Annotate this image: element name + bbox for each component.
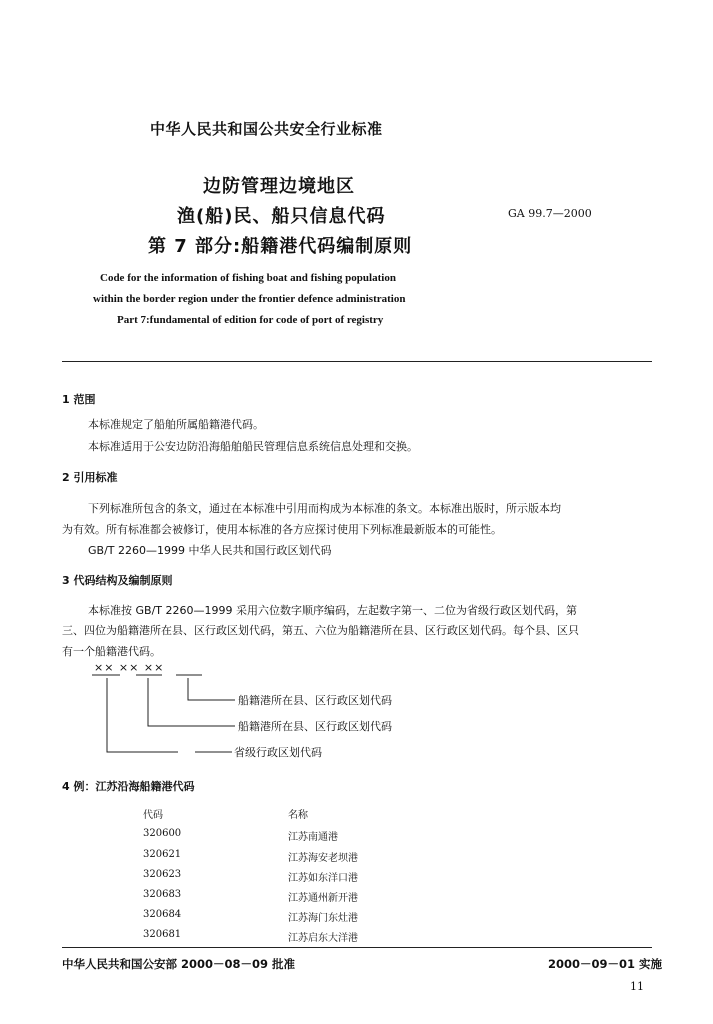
table-header-code: 代码 bbox=[143, 810, 163, 821]
table-row-5-code: 320684 bbox=[143, 909, 182, 920]
diagram-label-1: 船籍港所在县、区行政区划代码 bbox=[238, 694, 392, 707]
table-header-name: 名称 bbox=[288, 810, 308, 821]
table-row-4-code: 320683 bbox=[143, 889, 182, 900]
footer-divider bbox=[62, 947, 652, 948]
table-row-2-code: 320621 bbox=[143, 849, 182, 860]
section-2-para-line-2: 为有效。所有标准都会被修订，使用本标准的各方应探讨使用下列标准最新版本的可能性。 bbox=[62, 523, 502, 536]
diagram-label-2: 船籍港所在县、区行政区划代码 bbox=[238, 720, 392, 733]
section-3-para-line-2: 三、四位为船籍港所在县、区行政区划代码，第五、六位为船籍港所在县、区行政区划代码。每个县、区只 bbox=[62, 624, 579, 637]
document-header: 中华人民共和国公共安全行业标准 bbox=[150, 120, 383, 138]
bracket-line-3a bbox=[107, 678, 178, 752]
section-2-para-line-1: 下列标准所包含的条文，通过在本标准中引用而构成为本标准的条文。本标准出版时，所示版本均 bbox=[88, 502, 561, 515]
english-title-line-2: within the border region under the frontier defence administration bbox=[93, 293, 406, 305]
diagram-label-3: 省级行政区划代码 bbox=[234, 746, 322, 759]
table-row-1-code: 320600 bbox=[143, 828, 182, 839]
table-row-3-name: 江苏如东洋口港 bbox=[288, 873, 358, 884]
standard-number: GA 99.7—2000 bbox=[508, 207, 592, 220]
section-3-para-line-1: 本标准按 GB/T 2260—1999 采用六位数字顺序编码，左起数字第一、二位为省级行政区划代码，第 bbox=[88, 604, 577, 617]
table-row-3-code: 320623 bbox=[143, 869, 182, 880]
footer-approval: 中华人民共和国公安部 2000－08－09 批准 bbox=[62, 957, 296, 971]
title-line-1: 边防管理边境地区 bbox=[203, 176, 355, 197]
section-1-heading: 1 范围 bbox=[62, 393, 96, 406]
code-pattern: ×× ×× ×× bbox=[94, 661, 165, 674]
table-row-1-name: 江苏南通港 bbox=[288, 832, 338, 843]
english-title-line-1: Code for the information of fishing boat and fishing population bbox=[100, 272, 396, 284]
section-3-heading: 3 代码结构及编制原则 bbox=[62, 574, 173, 587]
footer-implementation: 2000－09－01 实施 bbox=[548, 957, 663, 971]
table-row-6-name: 江苏启东大洋港 bbox=[288, 933, 358, 944]
table-row-4-name: 江苏通州新开港 bbox=[288, 893, 358, 904]
section-2-heading: 2 引用标准 bbox=[62, 471, 118, 484]
title-line-2: 渔(船)民、船只信息代码 bbox=[177, 206, 386, 227]
section-1-para-1: 本标准规定了船舶所属船籍港代码。 bbox=[88, 418, 264, 431]
title-line-3: 第 7 部分:船籍港代码编制原则 bbox=[148, 236, 413, 257]
section-3-para-line-3: 有一个船籍港代码。 bbox=[62, 645, 161, 658]
table-row-2-name: 江苏海安老坝港 bbox=[288, 853, 358, 864]
section-4-heading: 4 例：江苏沿海船籍港代码 bbox=[62, 780, 195, 793]
table-row-5-name: 江苏海门东灶港 bbox=[288, 913, 358, 924]
page-number: 11 bbox=[630, 980, 644, 993]
section-2-reference: GB/T 2260—1999 中华人民共和国行政区划代码 bbox=[88, 544, 332, 557]
bracket-line-2 bbox=[148, 678, 235, 726]
english-title-line-3: Part 7:fundamental of edition for code of port of registry bbox=[117, 314, 384, 326]
bracket-line-1 bbox=[188, 678, 235, 700]
section-1-para-2: 本标准适用于公安边防沿海船舶船民管理信息系统信息处理和交换。 bbox=[88, 440, 418, 453]
table-row-6-code: 320681 bbox=[143, 929, 182, 940]
